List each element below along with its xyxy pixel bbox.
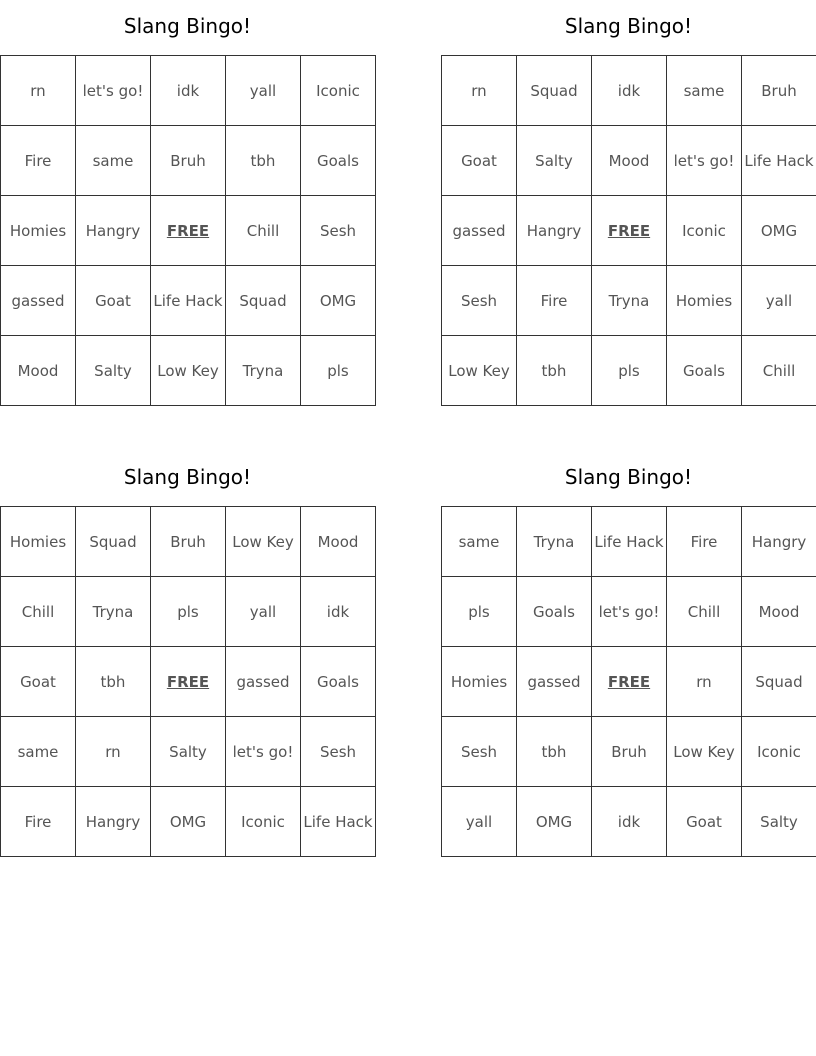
bingo-cell: let's go!: [667, 126, 742, 196]
bingo-cell: Squad: [517, 56, 592, 126]
grid-row: [442, 266, 816, 336]
bingo-cell: Bruh: [151, 126, 226, 196]
bingo-cell: Chill: [226, 196, 301, 266]
bingo-cell: Goat: [667, 787, 742, 857]
bingo-cell: OMG: [517, 787, 592, 857]
bingo-cell: let's go!: [226, 717, 301, 787]
grid-row: [442, 56, 816, 126]
grid-row: [442, 196, 816, 266]
bingo-cell: Salty: [742, 787, 816, 857]
bingo-cell: Goals: [301, 647, 376, 717]
bingo-cell: yall: [226, 56, 301, 126]
bingo-cell: same: [1, 717, 76, 787]
bingo-cell: Low Key: [151, 336, 226, 406]
bingo-cell: Bruh: [592, 717, 667, 787]
bingo-cell: Life Hack: [742, 126, 816, 196]
grid-row: [1, 336, 376, 406]
bingo-cell: yall: [226, 577, 301, 647]
bingo-cell: Squad: [76, 507, 151, 577]
bingo-cell: Goat: [76, 266, 151, 336]
bingo-cell: gassed: [517, 647, 592, 717]
bingo-cell: rn: [1, 56, 76, 126]
grid-row: [1, 717, 376, 787]
grid-row: [1, 647, 376, 717]
bingo-cell: Fire: [667, 507, 742, 577]
bingo-cell: Squad: [742, 647, 816, 717]
bingo-cell: OMG: [301, 266, 376, 336]
bingo-cell: Salty: [517, 126, 592, 196]
bingo-cell: Life Hack: [151, 266, 226, 336]
bingo-cell: Chill: [1, 577, 76, 647]
bingo-cell: tbh: [76, 647, 151, 717]
bingo-cell: Tryna: [592, 266, 667, 336]
bingo-cell: Life Hack: [301, 787, 376, 857]
bingo-cell: Goat: [442, 126, 517, 196]
bingo-cell: Homies: [1, 196, 76, 266]
bingo-cell: Iconic: [742, 717, 816, 787]
grid-row: [1, 196, 376, 266]
bingo-cell: idk: [592, 56, 667, 126]
bingo-cell: OMG: [742, 196, 816, 266]
bingo-cell: same: [667, 56, 742, 126]
bingo-cell: Homies: [442, 647, 517, 717]
bingo-cell: rn: [667, 647, 742, 717]
card-title: Slang Bingo!: [564, 465, 693, 489]
bingo-cell: idk: [301, 577, 376, 647]
bingo-cell: Chill: [742, 336, 816, 406]
bingo-cell: Homies: [1, 507, 76, 577]
bingo-cell: Chill: [667, 577, 742, 647]
bingo-cell: Tryna: [76, 577, 151, 647]
card-title: Slang Bingo!: [564, 14, 693, 38]
grid-row: [1, 787, 376, 857]
grid-row: [1, 577, 376, 647]
bingo-cell: Life Hack: [592, 507, 667, 577]
bingo-cell: tbh: [226, 126, 301, 196]
bingo-cell: Tryna: [226, 336, 301, 406]
grid-row: [442, 126, 816, 196]
bingo-cell: Hangry: [517, 196, 592, 266]
grid-row: [442, 507, 816, 577]
bingo-cell: Fire: [1, 787, 76, 857]
card-title: Slang Bingo!: [123, 465, 252, 489]
bingo-card-2: [441, 0, 816, 406]
bingo-cell: Bruh: [151, 507, 226, 577]
bingo-cell: Iconic: [667, 196, 742, 266]
bingo-cell: pls: [301, 336, 376, 406]
grid-row: [442, 336, 816, 406]
bingo-cell: idk: [151, 56, 226, 126]
bingo-cell: yall: [742, 266, 816, 336]
bingo-cell: Sesh: [301, 717, 376, 787]
bingo-cell: Salty: [76, 336, 151, 406]
grid-row: [442, 717, 816, 787]
bingo-cell: tbh: [517, 717, 592, 787]
grid-row: [442, 787, 816, 857]
bingo-grid: [441, 55, 816, 406]
bingo-cell: Low Key: [667, 717, 742, 787]
bingo-cell: gassed: [226, 647, 301, 717]
bingo-cell: Mood: [742, 577, 816, 647]
grid-row: [1, 266, 376, 336]
bingo-cell: pls: [442, 577, 517, 647]
grid-row: [442, 647, 816, 717]
bingo-grid: [441, 506, 816, 857]
bingo-cell: tbh: [517, 336, 592, 406]
bingo-cell: let's go!: [76, 56, 151, 126]
bingo-cell: Goals: [667, 336, 742, 406]
bingo-cell: Homies: [667, 266, 742, 336]
bingo-cell: Low Key: [442, 336, 517, 406]
grid-row: [442, 577, 816, 647]
bingo-cell: yall: [442, 787, 517, 857]
bingo-cell: gassed: [1, 266, 76, 336]
free-space: FREE: [151, 196, 226, 266]
bingo-cell: gassed: [442, 196, 517, 266]
bingo-cell: Iconic: [226, 787, 301, 857]
bingo-cell: Low Key: [226, 507, 301, 577]
bingo-cell: Hangry: [76, 787, 151, 857]
grid-row: [1, 507, 376, 577]
bingo-cell: rn: [76, 717, 151, 787]
grid-row: [1, 126, 376, 196]
grid-row: [1, 56, 376, 126]
bingo-cell: OMG: [151, 787, 226, 857]
bingo-cell: same: [442, 507, 517, 577]
bingo-cell: rn: [442, 56, 517, 126]
bingo-cell: same: [76, 126, 151, 196]
bingo-cell: Squad: [226, 266, 301, 336]
free-space: FREE: [592, 647, 667, 717]
bingo-card-4: [441, 451, 816, 857]
bingo-cell: Mood: [1, 336, 76, 406]
bingo-cell: Sesh: [301, 196, 376, 266]
bingo-cell: Mood: [301, 507, 376, 577]
bingo-cell: Sesh: [442, 717, 517, 787]
bingo-cell: Iconic: [301, 56, 376, 126]
bingo-cell: idk: [592, 787, 667, 857]
card-title: Slang Bingo!: [123, 14, 252, 38]
bingo-cell: pls: [592, 336, 667, 406]
bingo-cell: Goat: [1, 647, 76, 717]
bingo-cell: Tryna: [517, 507, 592, 577]
bingo-cell: Fire: [1, 126, 76, 196]
bingo-card-3: [0, 451, 375, 857]
bingo-cell: Hangry: [742, 507, 816, 577]
bingo-cell: Bruh: [742, 56, 816, 126]
bingo-cell: Fire: [517, 266, 592, 336]
bingo-cell: Sesh: [442, 266, 517, 336]
bingo-cell: pls: [151, 577, 226, 647]
bingo-grid: [0, 506, 376, 857]
bingo-cell: Hangry: [76, 196, 151, 266]
bingo-cell: Goals: [301, 126, 376, 196]
bingo-grid: [0, 55, 376, 406]
bingo-cell: Salty: [151, 717, 226, 787]
bingo-cell: let's go!: [592, 577, 667, 647]
bingo-cell: Mood: [592, 126, 667, 196]
free-space: FREE: [592, 196, 667, 266]
bingo-cell: Goals: [517, 577, 592, 647]
free-space: FREE: [151, 647, 226, 717]
bingo-card-1: [0, 0, 375, 406]
